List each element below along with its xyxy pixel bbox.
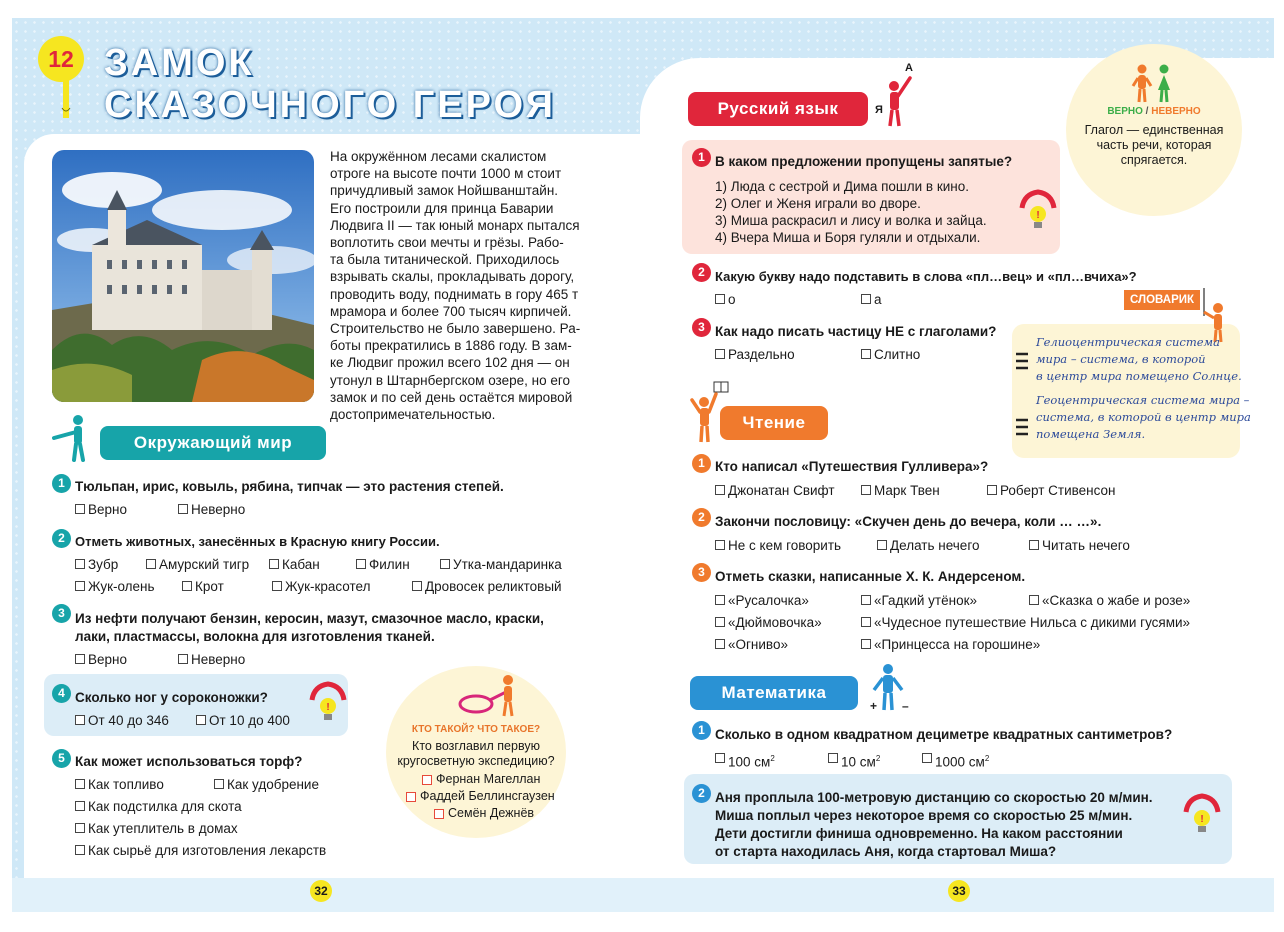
two-figures-icon — [1130, 64, 1178, 104]
book-spread — [12, 18, 1274, 912]
option-label: Делать нечего — [890, 538, 980, 553]
checkbox[interactable] — [715, 753, 725, 763]
option-label: «Дюймовочка» — [728, 615, 822, 630]
svg-text:!: ! — [326, 702, 330, 713]
checkbox[interactable] — [715, 617, 725, 627]
option-label: Амурский тигр — [159, 557, 250, 572]
question-text: Отметь сказки, написанные Х. К. Андерсеном. — [715, 569, 1026, 584]
question-text: Миша поплыл через некоторое время со скоростью 25 м/мин. — [715, 808, 1133, 823]
svg-text:!: ! — [1200, 814, 1204, 825]
option-label: Роберт Стивенсон — [1000, 483, 1116, 498]
plus-minus-figure-icon — [866, 664, 912, 714]
svg-text:+: + — [870, 699, 878, 713]
option-label: Как подстилка для скота — [88, 799, 242, 814]
checkbox[interactable] — [828, 753, 838, 763]
title-line-1: ЗАМОК — [104, 42, 255, 84]
checkbox[interactable] — [715, 294, 725, 304]
true-false-title: ВЕРНО / НЕВЕРНО — [1107, 106, 1201, 117]
section-title-russian: Русский язык — [688, 92, 868, 126]
svg-text:–: – — [902, 699, 909, 713]
option-label: Зубр — [88, 557, 119, 572]
checkbox[interactable] — [861, 349, 871, 359]
q-number: 1 — [692, 454, 711, 473]
checkbox[interactable] — [75, 504, 85, 514]
option-label: Верно — [88, 652, 127, 667]
q-number: 3 — [52, 604, 71, 623]
question-text: В каком предложении пропущены запятые? — [715, 154, 1013, 169]
section-title-math: Математика — [690, 676, 858, 710]
question-text: Тюльпан, ирис, ковыль, рябина, типчак — это растения степей. — [75, 479, 504, 494]
checkbox[interactable] — [75, 779, 85, 789]
q-number: 2 — [692, 508, 711, 527]
checkbox[interactable] — [861, 485, 871, 495]
checkbox[interactable] — [715, 639, 725, 649]
option-label: Фернан Магеллан — [436, 772, 541, 786]
option-label: Крот — [195, 579, 224, 594]
checkbox[interactable] — [178, 504, 188, 514]
option-label: о — [728, 292, 736, 307]
checkbox[interactable] — [75, 559, 85, 569]
checkbox[interactable] — [272, 581, 282, 591]
dictionary-line: мира – система, в которой — [1036, 352, 1206, 366]
checkbox[interactable] — [861, 617, 871, 627]
dictionary-line: в центр мира помещено Солнце. — [1036, 369, 1242, 383]
checkbox[interactable] — [178, 654, 188, 664]
checkbox[interactable] — [715, 485, 725, 495]
q-number: 1 — [692, 148, 711, 167]
option-label: «Принцесса на горошине» — [874, 637, 1041, 652]
question-text: Отметь животных, занесённых в Красную книгу России. — [75, 534, 440, 549]
option-label: Марк Твен — [874, 483, 940, 498]
checkbox[interactable] — [196, 715, 206, 725]
q-number: 1 — [52, 474, 71, 493]
checkbox[interactable] — [269, 559, 279, 569]
option-label: Дровосек реликтовый — [425, 579, 562, 594]
checkbox[interactable] — [1029, 540, 1039, 550]
option-label: Неверно — [191, 502, 246, 517]
dictionary-title: СЛОВАРИК — [1124, 290, 1200, 310]
checkbox[interactable] — [75, 715, 85, 725]
option-label: Раздельно — [728, 347, 795, 362]
checkbox[interactable] — [715, 595, 725, 605]
option-label: Утка-мандаринка — [453, 557, 562, 572]
q-number: 3 — [692, 318, 711, 337]
option-label: «Огниво» — [728, 637, 788, 652]
option-label: Кабан — [282, 557, 320, 572]
page-number-left: 32 — [310, 880, 332, 902]
question-text: Какую букву надо подставить в слова «пл…вец» и «пл…вчиха»? — [715, 269, 1137, 284]
option-label: 10 $см^2$ — [841, 754, 881, 770]
lesson-number: 12 — [38, 36, 84, 82]
q-number: 3 — [692, 563, 711, 582]
checkbox[interactable] — [75, 801, 85, 811]
option-label: 4) Вчера Миша и Боря гуляли и отдыхали. — [715, 230, 981, 245]
option-label: Как топливо — [88, 777, 164, 792]
footer-strip — [12, 878, 1274, 912]
checkbox[interactable] — [75, 845, 85, 855]
checkbox[interactable] — [75, 823, 85, 833]
dictionary-line: Гелиоцентрическая система — [1036, 335, 1220, 349]
question-text: Сколько в одном квадратном дециметре квадратных сантиметров? — [715, 727, 1173, 742]
option-label: Слитно — [874, 347, 921, 362]
section-title-reading: Чтение — [720, 406, 828, 440]
section-title-world: Окружающий мир — [100, 426, 326, 460]
checkbox[interactable] — [422, 775, 432, 785]
option-label: «Чудесное путешествие Нильса с дикими гусями» — [874, 615, 1191, 630]
option-label: Неверно — [191, 652, 246, 667]
checkbox[interactable] — [214, 779, 224, 789]
option-label: От 40 до 346 — [88, 713, 169, 728]
checkbox[interactable] — [861, 595, 871, 605]
checkbox[interactable] — [434, 809, 444, 819]
option-label: Читать нечего — [1042, 538, 1130, 553]
question-text: Из нефти получают бензин, керосин, мазут, смазочное масло, краски, — [75, 611, 544, 626]
q-number: 4 — [52, 684, 71, 703]
binder-rings — [1016, 348, 1026, 460]
page-number-right: 33 — [948, 880, 970, 902]
checkbox[interactable] — [861, 294, 871, 304]
q-number: 1 — [692, 721, 711, 740]
question-text: Как может использоваться торф? — [75, 754, 303, 769]
checkbox[interactable] — [440, 559, 450, 569]
checkbox[interactable] — [715, 540, 725, 550]
letter-ya: Я — [875, 104, 883, 116]
option-label: а — [874, 292, 882, 307]
dictionary-line: помещена Земля. — [1036, 427, 1146, 441]
whois-title: КТО ТАКОЙ? ЧТО ТАКОЕ? — [411, 724, 541, 735]
question-text: от старта находилась Аня, когда стартовал Миша? — [715, 844, 1057, 859]
svg-text:!: ! — [1036, 210, 1040, 221]
dictionary-line: система, в которой в центр мира — [1036, 410, 1251, 424]
question-text: Аня проплыла 100-метровую дистанцию со скоростью 20 м/мин. — [715, 790, 1153, 805]
option-label: 1000 $см^2$ — [935, 754, 990, 770]
option-label: 100 $см^2$ — [728, 754, 775, 770]
hard-question-bulb-icon — [308, 680, 348, 726]
question-text: лаки, пластмассы, волокна для изготовления тканей. — [75, 629, 435, 644]
checkbox[interactable] — [987, 485, 997, 495]
option-label: Как сырьё для изготовления лекарств — [88, 843, 327, 858]
question-text: Сколько ног у сороконожки? — [75, 690, 268, 705]
option-label: Как удобрение — [227, 777, 319, 792]
checkbox[interactable] — [861, 639, 871, 649]
option-label: «Русалочка» — [728, 593, 809, 608]
option-label: 2) Олег и Женя играли во дворе. — [715, 196, 921, 211]
checkbox[interactable] — [75, 654, 85, 664]
checkbox[interactable] — [922, 753, 932, 763]
q-number: 2 — [692, 784, 711, 803]
question-text: Как надо писать частицу НЕ с глаголами? — [715, 324, 997, 339]
option-label: «Гадкий утёнок» — [874, 593, 978, 608]
option-label: Фаддей Беллинсгаузен — [420, 789, 555, 803]
q-number: 5 — [52, 749, 71, 768]
option-label: 3) Миша раскрасил и лису и волка и зайца. — [715, 213, 987, 228]
question-text: Закончи пословицу: «Скучен день до вечера, коли … …». — [715, 514, 1102, 529]
checkbox[interactable] — [1029, 595, 1039, 605]
whois-question: Кто возглавил первую кругосветную экспедицию? — [397, 739, 555, 768]
magnifier-figure-icon — [450, 674, 526, 720]
checkbox[interactable] — [146, 559, 156, 569]
option-label: Филин — [369, 557, 410, 572]
question-text: Кто написал «Путешествия Гулливера»? — [715, 459, 989, 474]
checkbox[interactable] — [877, 540, 887, 550]
hard-question-bulb-icon — [1018, 188, 1058, 234]
option-label: Как утеплитель в домах — [88, 821, 238, 836]
q-number: 2 — [52, 529, 71, 548]
true-false-statement: Глагол — единственная часть речи, которая спрягается. — [1084, 123, 1224, 167]
page-title — [104, 42, 556, 126]
castle-photo — [52, 150, 314, 402]
option-label: Жук-олень — [88, 579, 155, 594]
title-line-2: СКАЗОЧНОГО ГЕРОЯ — [104, 84, 556, 126]
option-label: Семён Дежнёв — [448, 806, 535, 820]
intro-text: На окружённом лесами скалистом отроге на высоте почти 1000 м стоит причудливый замок Нойшванштайн. Его построили для принца Баварии Людвига II — так юный монарх пытался воплотить свои мечты и грёзы. Рабо- та была титанической. Приходилось взрывать скалы, прокладывать дорогу, проводить воду, поднимать в гору 465 т мрамора и более 700 тысяч кирпичей. Строительство не было завершено. Ра- боты прекратились в 1886 году. В зам- ке Людвиг прожил всего 102 дня — он утонул в Штарнбергском озере, но его замок и по сей день остаётся мировой достопримечательностью. — [330, 149, 581, 423]
option-label: От 10 до 400 — [209, 713, 290, 728]
checkbox[interactable] — [356, 559, 366, 569]
checkbox[interactable] — [75, 581, 85, 591]
letter-a: А — [905, 62, 913, 74]
stick-figure-icon — [52, 414, 92, 462]
option-label: Жук-красотел — [285, 579, 371, 594]
option-label: «Сказка о жабе и розе» — [1042, 593, 1191, 608]
question-text: Дети достигли финиша одновременно. На каком расстоянии — [715, 826, 1123, 841]
checkbox[interactable] — [412, 581, 422, 591]
q-number: 2 — [692, 263, 711, 282]
checkbox[interactable] — [182, 581, 192, 591]
dictionary-line: Геоцентрическая система мира – — [1036, 393, 1250, 407]
option-label: 1) Люда с сестрой и Дима пошли в кино. — [715, 179, 969, 194]
option-label: Джонатан Свифт — [728, 483, 835, 498]
checkbox[interactable] — [406, 792, 416, 802]
checkbox[interactable] — [715, 349, 725, 359]
option-label: Не с кем говорить — [728, 538, 842, 553]
hard-question-bulb-icon — [1182, 792, 1222, 838]
option-label: Верно — [88, 502, 127, 517]
